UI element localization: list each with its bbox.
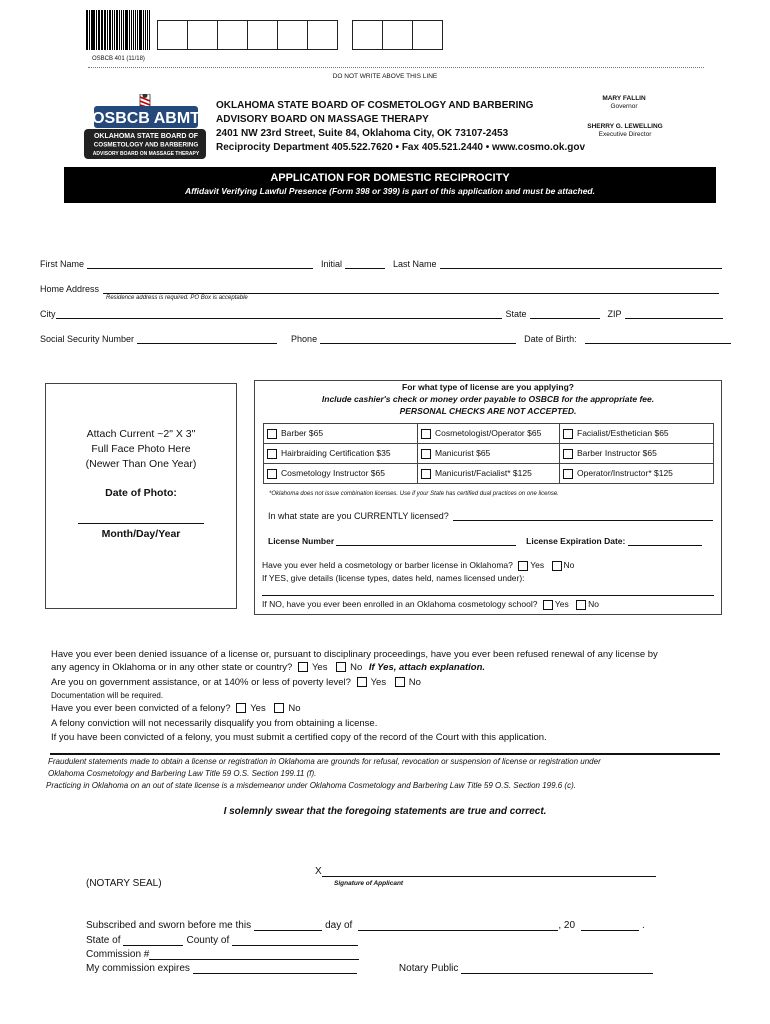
oath-statement: I solemnly swear that the foregoing statements are true and correct. [223, 806, 547, 817]
checkbox[interactable] [267, 449, 277, 459]
held-license-row [262, 560, 574, 571]
ssn-field[interactable] [137, 334, 277, 344]
enrolled-question: If NO, have you ever been enrolled in an Oklahoma cosmetology school? [262, 599, 538, 609]
license-option[interactable] [418, 444, 560, 464]
felony-yes-checkbox[interactable] [236, 703, 246, 713]
signature-label: Signature of Applicant [334, 880, 404, 887]
fraud-line-3: Practicing in Oklahoma on an out of state license is a misdemeanor under Oklahoma Cosmetology and Barbering Law Title 59 O.S. Section 199.6 (c). [46, 781, 576, 790]
form-title: APPLICATION FOR DOMESTIC RECIPROCITY [270, 172, 510, 184]
state-of-label: State of [86, 935, 121, 946]
photo-date-field[interactable] [78, 523, 204, 524]
photo-date-label: Date of Photo: [105, 487, 177, 499]
no-label: No [408, 677, 421, 688]
license-option[interactable] [560, 444, 714, 464]
agency-info [216, 99, 585, 155]
barcode-bar [145, 10, 147, 50]
signature-x: X [315, 866, 322, 877]
license-option[interactable] [264, 444, 418, 464]
governor-title: Governor [610, 103, 638, 110]
photo-instructions-1: Attach Current ~2" X 3" [86, 428, 196, 440]
residence-note: Residence address is required. PO Box is acceptable [106, 295, 248, 301]
day-field[interactable] [254, 921, 322, 931]
barcode-bar [123, 10, 125, 50]
photo-box[interactable] [45, 383, 237, 609]
signature-row [315, 866, 656, 877]
phone-label: Phone [291, 334, 318, 344]
section-divider [50, 753, 720, 755]
barcode-bar [114, 10, 115, 50]
barcode-bar [147, 10, 148, 50]
barcode-bar [119, 10, 120, 50]
form-subtitle: Affidavit Verifying Lawful Presence (Form 398 or 399) is part of this application and must be attached. [185, 186, 595, 196]
governor [588, 95, 660, 111]
initial-label: Initial [321, 259, 343, 269]
barcode-bar [107, 10, 108, 50]
license-option-label: Barber $65 [281, 428, 324, 439]
denied-question-row [51, 662, 485, 673]
month-field[interactable] [358, 921, 558, 931]
license-option-label: Cosmetology Instructor $65 [281, 468, 385, 479]
year-field[interactable] [581, 921, 639, 931]
license-option[interactable] [418, 424, 560, 444]
agency-subname: ADVISORY BOARD ON MASSAGE THERAPY [216, 114, 429, 125]
subscribed-label: Subscribed and sworn before me this [86, 920, 252, 931]
yes-label: Yes [554, 599, 569, 609]
license-option-label: Facialist/Esthetician $65 [577, 428, 669, 439]
ssn-row [40, 334, 731, 344]
expires-field[interactable] [193, 964, 357, 974]
checkbox[interactable] [563, 429, 573, 439]
form-code: OSBCB 401 (11/18) [92, 56, 145, 62]
checkbox[interactable] [421, 469, 431, 479]
checkbox[interactable] [563, 449, 573, 459]
office-use-boxes-2 [352, 20, 442, 50]
barcode-bar [101, 10, 102, 50]
barcode-bar [102, 10, 103, 50]
attach-explanation: If Yes, attach explanation. [368, 662, 486, 673]
license-type-table [263, 423, 714, 484]
fraud-line-2: Oklahoma Cosmetology and Barbering Law Title 59 O.S. Section 199.11 (f). [48, 769, 317, 778]
phone-field[interactable] [320, 334, 516, 344]
subscribed-row [86, 920, 645, 931]
last-name-field[interactable] [440, 259, 722, 269]
notary-state-field[interactable] [123, 936, 183, 946]
yes-label: Yes [530, 560, 545, 570]
barcode-bar [149, 10, 150, 50]
expires-label: My commission expires [86, 963, 190, 974]
license-option-label: Manicurist/Facialist* $125 [435, 468, 532, 479]
county-field[interactable] [232, 936, 358, 946]
zip-field[interactable] [625, 309, 723, 319]
svg-text:ADVISORY BOARD ON MASSAGE THER: ADVISORY BOARD ON MASSAGE THERAPY [92, 151, 200, 157]
license-option[interactable] [418, 464, 560, 484]
license-number-row [268, 536, 702, 546]
address-row [40, 284, 719, 294]
checkbox[interactable] [421, 449, 431, 459]
year-prefix: , 20 [558, 920, 576, 931]
governor-name: MARY FALLIN [602, 95, 646, 102]
barcode-bar [129, 10, 130, 50]
zip-label: ZIP [607, 309, 622, 319]
city-label: City [40, 309, 56, 319]
notary-seal: (NOTARY SEAL) [86, 878, 162, 889]
yes-label: Yes [311, 662, 328, 673]
expires-row [86, 963, 653, 974]
felony-note-2: If you have been convicted of a felony, you must submit a certified copy of the record of the Court with this application. [51, 732, 547, 743]
do-not-write-note: DO NOT WRITE ABOVE THIS LINE [332, 73, 438, 80]
barcode-bar [135, 10, 136, 50]
barcode-bar [96, 10, 97, 50]
state-field[interactable] [530, 309, 600, 319]
assistance-no-checkbox[interactable] [395, 677, 405, 687]
agency-contact: Reciprocity Department 405.522.7620 • Fax 405.521.2440 • www.cosmo.ok.gov [216, 142, 586, 153]
no-label: No [288, 703, 301, 714]
barcode-bar [86, 10, 88, 50]
city-row [40, 309, 723, 319]
combination-note: *Oklahoma does not issue combination licenses. Use if your State has certified dual practices on one license. [269, 491, 559, 497]
license-option[interactable] [560, 464, 714, 484]
barcode-bar [121, 10, 122, 50]
checkbox[interactable] [563, 469, 573, 479]
barcode-bar [139, 10, 142, 50]
no-label: No [563, 560, 575, 570]
form-title-banner [64, 167, 716, 203]
office-use-boxes [157, 20, 337, 50]
denied-yes-checkbox[interactable] [298, 662, 308, 672]
held-license-question: Have you ever held a cosmetology or barber license in Oklahoma? [262, 560, 513, 570]
if-yes-details: If YES, give details (license types, dates held, names licensed under): [262, 573, 525, 583]
assistance-row [51, 677, 421, 688]
license-option-label: Cosmetologist/Operator $65 [435, 428, 542, 439]
license-option-label: Operator/Instructor* $125 [577, 468, 673, 479]
assistance-question: Are you on government assistance, or at 140% or less of poverty level? [51, 677, 351, 688]
notary-public-label: Notary Public [398, 963, 459, 974]
osbcb-logo [80, 94, 210, 160]
license-type-question: For what type of license are you applying? [402, 382, 574, 392]
county-of-label: County of [186, 935, 230, 946]
license-option[interactable] [560, 424, 714, 444]
felony-row [51, 703, 301, 714]
barcode-bar [92, 10, 95, 50]
barcode-bar [104, 10, 106, 50]
first-name-label: First Name [40, 259, 85, 269]
license-option-label: Manicurist $65 [435, 448, 491, 459]
enrolled-row [262, 599, 599, 610]
held-no-checkbox[interactable] [552, 561, 562, 571]
svg-text:OKLAHOMA STATE BOARD OF: OKLAHOMA STATE BOARD OF [93, 133, 199, 140]
barcode [86, 10, 150, 50]
license-option[interactable] [264, 464, 418, 484]
barcode-bar [125, 10, 128, 50]
license-type-box [254, 380, 722, 615]
commission-field[interactable] [149, 950, 359, 960]
barcode-bar [91, 10, 92, 50]
held-yes-checkbox[interactable] [518, 561, 528, 571]
state-county-row [86, 935, 358, 946]
enrolled-no-checkbox[interactable] [576, 600, 586, 610]
felony-no-checkbox[interactable] [274, 703, 284, 713]
home-address-field[interactable] [103, 284, 719, 294]
barcode-bar [109, 10, 112, 50]
license-number-label: License Number [268, 536, 335, 546]
state-label: State [505, 309, 527, 319]
no-label: No [350, 662, 363, 673]
expiration-field[interactable] [628, 536, 702, 546]
home-address-label: Home Address [40, 284, 100, 294]
details-field[interactable] [262, 595, 714, 596]
fraud-warning [48, 756, 601, 792]
license-option[interactable] [264, 424, 418, 444]
city-field[interactable] [56, 309, 502, 319]
initial-field[interactable] [345, 259, 385, 269]
checks-note: PERSONAL CHECKS ARE NOT ACCEPTED. [399, 406, 577, 416]
documentation-note: Documentation will be required. [51, 691, 164, 700]
fraud-line-1: Fraudulent statements made to obtain a license or registration in Oklahoma are grounds for refusal, revocation or suspension of license or registration under [48, 757, 601, 766]
name-row [40, 259, 722, 269]
barcode-bar [112, 10, 113, 50]
photo-instructions-3: (Newer Than One Year) [85, 458, 197, 470]
barcode-bar [89, 10, 90, 50]
current-state-field[interactable] [453, 511, 713, 521]
enrolled-yes-checkbox[interactable] [543, 600, 553, 610]
yes-label: Yes [370, 677, 387, 688]
agency-address: 2401 NW 23rd Street, Suite 84, Oklahoma City, OK 73107-2453 [216, 128, 509, 139]
fee-note: Include cashier's check or money order payable to OSBCB for the appropriate fee. [321, 394, 655, 404]
no-label: No [588, 599, 599, 609]
license-number-field[interactable] [336, 536, 516, 546]
license-option-label: Barber Instructor $65 [577, 448, 657, 459]
assistance-yes-checkbox[interactable] [357, 677, 367, 687]
commission-row [86, 949, 359, 960]
director-title: Executive Director [598, 131, 652, 138]
denied-question-2: any agency in Oklahoma or in any other state or country? [51, 662, 293, 673]
photo-date-format: Month/Day/Year [101, 528, 181, 540]
agency-name: OKLAHOMA STATE BOARD OF COSMETOLOGY AND BARBERING [216, 100, 534, 111]
expiration-label: License Expiration Date: [526, 536, 626, 546]
director [580, 123, 670, 139]
barcode-bar [98, 10, 100, 50]
dob-field[interactable] [585, 334, 731, 344]
ssn-label: Social Security Number [40, 334, 135, 344]
commission-label: Commission # [86, 949, 150, 960]
yes-label: Yes [250, 703, 266, 714]
dob-label: Date of Birth: [524, 334, 577, 344]
felony-note-1: A felony conviction will not necessarily disqualify you from obtaining a license. [51, 718, 378, 729]
director-name: SHERRY G. LEWELLING [587, 123, 663, 130]
barcode-bar [131, 10, 132, 50]
checkbox[interactable] [267, 469, 277, 479]
checkbox[interactable] [421, 429, 431, 439]
denied-no-checkbox[interactable] [336, 662, 346, 672]
divider-line [88, 67, 704, 68]
barcode-bar [137, 10, 138, 50]
notary-public-field[interactable] [461, 964, 653, 974]
felony-question: Have you ever been convicted of a felony? [51, 703, 231, 714]
current-state-row [268, 511, 713, 521]
current-state-label: In what state are you CURRENTLY licensed? [268, 511, 449, 521]
checkbox[interactable] [267, 429, 277, 439]
denied-question-1: Have you ever been denied issuance of a license or, pursuant to disciplinary proceedings, have you ever been refused renewal of any license by [51, 649, 658, 660]
first-name-field[interactable] [87, 259, 313, 269]
svg-text:COSMETOLOGY AND BARBERING: COSMETOLOGY AND BARBERING [93, 141, 199, 149]
signature-field[interactable] [322, 867, 656, 877]
barcode-bar [143, 10, 144, 50]
license-option-label: Hairbraiding Certification $35 [281, 448, 391, 459]
period: . [642, 920, 645, 931]
day-of-label: day of [325, 920, 353, 931]
svg-text:OSBCB ABMT: OSBCB ABMT [92, 110, 200, 127]
last-name-label: Last Name [393, 259, 437, 269]
photo-instructions-2: Full Face Photo Here [91, 443, 191, 455]
barcode-bar [133, 10, 135, 50]
barcode-bar [116, 10, 118, 50]
